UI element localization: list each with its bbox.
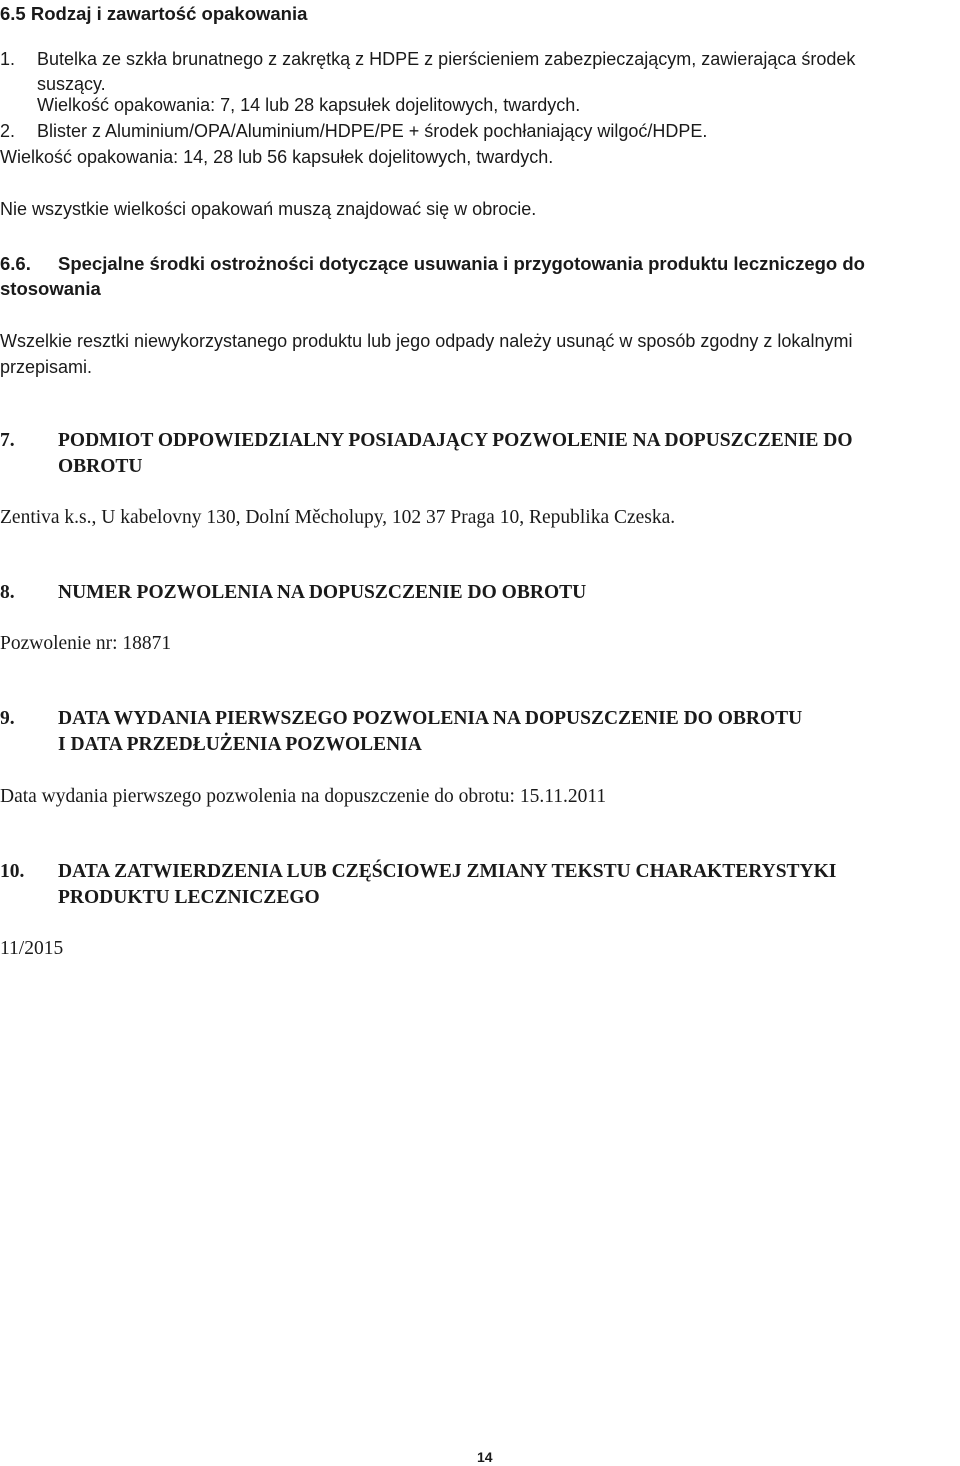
section-8-title: NUMER POZWOLENIA NA DOPUSZCZENIE DO OBROTU — [58, 582, 587, 603]
section-7-body: Zentiva k.s., U kabelovny 130, Dolní Měcholupy, 102 37 Praga 10, Republika Czeska. — [0, 507, 676, 528]
section-9-number: 9. — [0, 708, 15, 729]
item-1-pack-size: Wielkość opakowania: 7, 14 lub 28 kapsułek dojelitowych, twardych. — [37, 95, 581, 115]
section-10-title-line-1: DATA ZATWIERDZENIA LUB CZĘŚCIOWEJ ZMIANY TEKSTU CHARAKTERYSTYKI — [58, 861, 837, 882]
section-9-title-line-1: DATA WYDANIA PIERWSZEGO POZWOLENIA NA DOPUSZCZENIE DO OBROTU — [58, 708, 803, 729]
section-9-title-line-2: I DATA PRZEDŁUŻENIA POZWOLENIA — [58, 734, 422, 755]
section-7-title-line-2: OBROTU — [58, 456, 143, 477]
section-6-5-note: Nie wszystkie wielkości opakowań muszą znajdować się w obrocie. — [0, 199, 537, 219]
section-6-6-title-line-1: Specjalne środki ostrożności dotyczące usuwania i przygotowania produktu leczniczego do — [58, 253, 865, 274]
item-2-text: Blister z Aluminium/OPA/Aluminium/HDPE/PE + środek pochłaniający wilgoć/HDPE. — [37, 121, 708, 141]
section-6-5-item-1 — [0, 46, 15, 72]
section-6-6-title-line-2: stosowania — [0, 278, 101, 299]
item-1-text-line-1: Butelka ze szkła brunatnego z zakrętką z HDPE z pierścieniem zabezpieczającym, zawierająca środek — [37, 49, 856, 69]
section-9-body: Data wydania pierwszego pozwolenia na dopuszczenie do obrotu: 15.11.2011 — [0, 786, 607, 807]
item-1-text-line-2: suszący. — [37, 74, 106, 94]
section-8-number: 8. — [0, 582, 15, 603]
section-7-title-line-1: PODMIOT ODPOWIEDZIALNY POSIADAJĄCY POZWOLENIE NA DOPUSZCZENIE DO — [58, 430, 853, 451]
item-1-number: 1. — [0, 49, 16, 69]
section-7-number: 7. — [0, 430, 15, 451]
section-6-6-body-line-1: Wszelkie resztki niewykorzystanego produktu lub jego odpady należy usunąć w sposób zgodny z lokalnymi — [0, 331, 853, 351]
section-10-number: 10. — [0, 861, 25, 882]
section-6-6-body-line-2: przepisami. — [0, 357, 93, 377]
item-2-pack-size: Wielkość opakowania: 14, 28 lub 56 kapsułek dojelitowych, twardych. — [0, 147, 554, 167]
section-10-title-line-2: PRODUKTU LECZNICZEGO — [58, 887, 320, 908]
section-8-body: Pozwolenie nr: 18871 — [0, 633, 172, 654]
section-6-6-number: 6.6. — [0, 253, 31, 274]
page-number: 14 — [477, 1449, 493, 1465]
item-2-number: 2. — [0, 121, 16, 141]
section-6-5-title: 6.5 Rodzaj i zawartość opakowania — [0, 3, 308, 24]
section-10-body: 11/2015 — [0, 938, 64, 959]
